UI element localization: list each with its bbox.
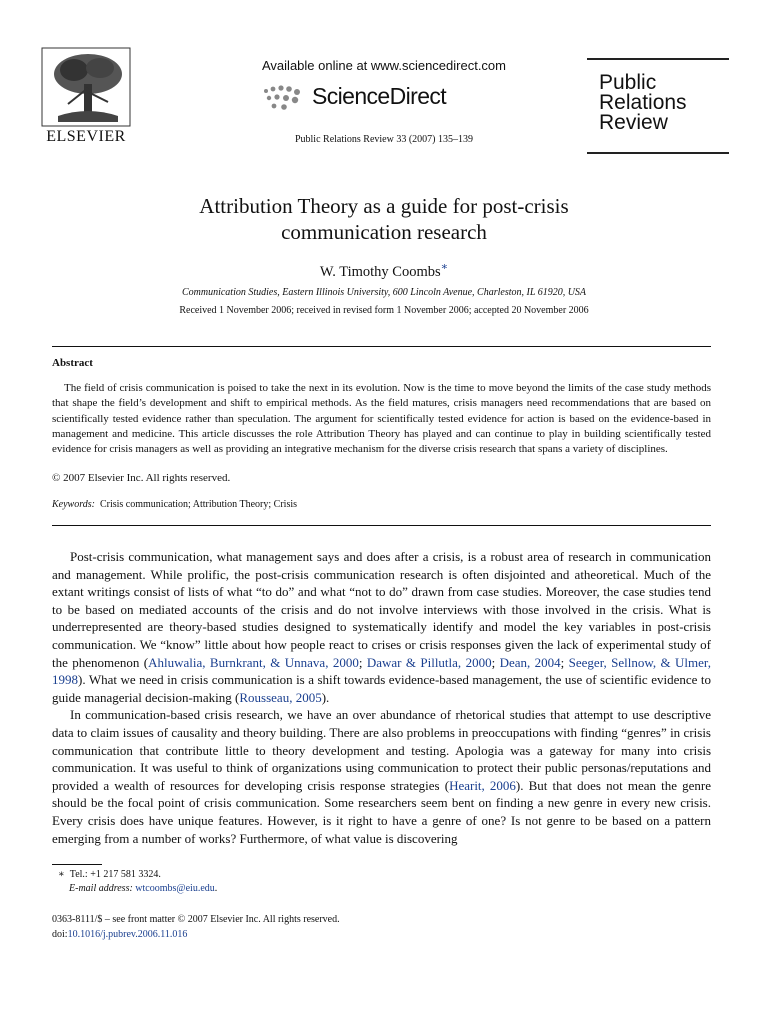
citation-link[interactable]: Dawar & Pillutla, 2000: [366, 654, 492, 670]
abstract-heading: Abstract: [52, 357, 93, 369]
received-dates: Received 1 November 2006; received in revised form 1 November 2006; accepted 20 November 2006: [179, 305, 589, 316]
sciencedirect-dots-icon: [262, 82, 312, 112]
doi-link[interactable]: 10.1016/j.pubrev.2006.11.016: [67, 929, 188, 940]
sciencedirect-wordmark: ScienceDirect: [312, 83, 447, 109]
paragraph: Post-crisis communication, what management says and does after a crisis, is a robust area of research in communication and management. While prolific, the post-crisis communication research is often disjointed and atheoretical. Much of the extant writings consist of lists of what “to do” and what “not to do” drawn from case studies. Moreover, the case studies tend to be based on mediated accounts of the crisis and do not involve interviews with those involved in the crisis. What is underrepresented are theory-based studies designed to systematically identify and model the key variables in post-crisis communication. We “know” little about how people react to crises or crisis responses given the lack of experimental study of the phenomenon (Ahluwalia, Burnkrant, & Unnava, 2000; Dawar & Pillutla, 2000; Dean, 2004; Seeger, Sellnow, & Ulmer, 1998). What we need in crisis communication is a shift towards evidence-based management, the use of scientific evidence to guide managerial decision-making (Rousseau, 2005).: [52, 549, 711, 705]
doi-line: doi:10.1016/j.pubrev.2006.11.016: [52, 929, 188, 940]
author-affiliation: Communication Studies, Eastern Illinois University, 600 Lincoln Avenue, Charleston, IL 61920, USA: [181, 287, 587, 298]
elsevier-wordmark: ELSEVIER: [46, 128, 126, 145]
citation-link[interactable]: Seeger, Sellnow, & Ulmer, 1998: [52, 654, 711, 688]
email-link[interactable]: wtcoombs@eiu.edu: [135, 883, 215, 894]
keywords-label: Keywords:: [52, 499, 95, 510]
footnote-divider: [52, 864, 102, 865]
citation-link[interactable]: Hearit, 2006: [449, 777, 516, 793]
journal-logo-line: Public: [599, 71, 657, 94]
journal-citation: Public Relations Review 33 (2007) 135–139: [294, 134, 474, 145]
citation-link[interactable]: Ahluwalia, Burnkrant, & Unnava, 2000: [148, 654, 359, 670]
footnote-email: E-mail address: wtcoombs@eiu.edu.: [69, 883, 218, 894]
journal-logo-line: Review: [599, 111, 668, 134]
body-text: [52, 548, 711, 847]
citation-link[interactable]: Rousseau, 2005: [239, 689, 322, 705]
available-online-text[interactable]: Available online at www.sciencedirect.com: [262, 58, 506, 73]
footnote-tel: ∗ Tel.: +1 217 581 3324.: [58, 869, 161, 880]
abstract-text: The field of crisis communication is poised to take the next in its evolution. Now is the time to move beyond the limits of the case study methods that shape the field’s development and shift to empirical methods. As the field matures, crisis managers need recommendations that are based on scientifically tested evidence rather than speculation. The argument for scientifically tested evidence for action is based on the evidence-based in management and medicine. This article discusses the role Attribution Theory has played and can continue to play in building scientifically tested evidence for crisis managers as well as providing an integrative mechanism for the diverse crisis research that spans a variety of disciplines.: [52, 382, 711, 456]
divider: [52, 346, 711, 347]
author-footnote-link[interactable]: ∗: [440, 261, 449, 273]
citation-link[interactable]: Dean, 2004: [499, 654, 561, 670]
paragraph: In communication-based crisis research, we have an over abundance of rhetorical studies that attempt to use descriptive data to claim issues of causality and theory building. There are also problems in preoccupations with finding “genres” in crisis communication that contribute little to theory development and testing. Apologia was a gateway for many into crisis communication. It was useful to think of organizations using communication to protect their public personas/reputations and provided a wealth of resources for developing crisis response strategies (Hearit, 2006). But that does not mean the genre should be the focal point of crisis communication. Some researchers seem bent on finding a new genre in every new crisis. Every crisis does have unique features. However, is it right to have a genre of one? Is not genre to be based on a pattern emerging from a number of works? Furthermore, of what value is discovering: [52, 707, 711, 846]
keywords-list: Crisis communication; Attribution Theory; Crisis: [99, 499, 297, 510]
divider: [52, 525, 711, 526]
author-name: W. Timothy Coombs∗: [319, 261, 449, 280]
abstract-copyright: © 2007 Elsevier Inc. All rights reserved.: [52, 472, 231, 484]
keywords: [52, 499, 297, 510]
article-title: Attribution Theory as a guide for post-crisis communication research: [199, 194, 569, 244]
journal-logo: [587, 58, 729, 154]
journal-logo-line: Relations: [599, 91, 687, 114]
sciencedirect-logo[interactable]: [262, 80, 482, 114]
issn-line: 0363-8111/$ – see front matter © 2007 Elsevier Inc. All rights reserved.: [52, 914, 340, 925]
